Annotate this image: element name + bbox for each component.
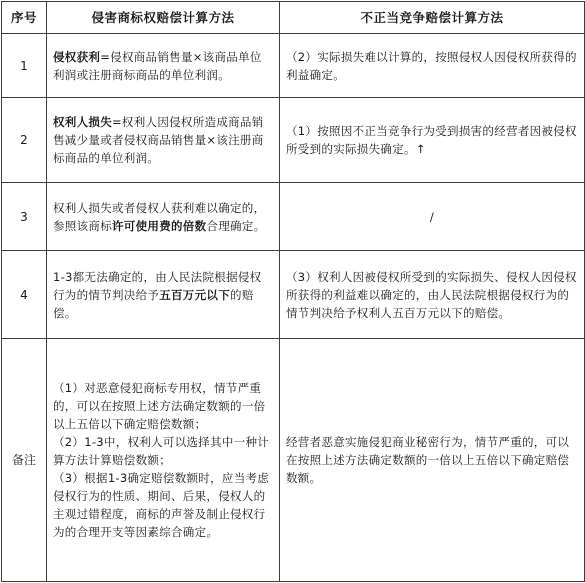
trademark-cell (47, 183, 280, 251)
trademark-notes-cell (47, 339, 280, 582)
trademark-cell (47, 98, 280, 183)
row-seq: 4 (2, 251, 47, 339)
bold-term: 许可使用费的倍数 (112, 218, 207, 233)
cell-text: 权利人损失或者侵权人获利难以确定的，参照该商标 (53, 200, 266, 233)
table-row (2, 34, 585, 98)
cell-text: 的赔偿。 (53, 287, 254, 320)
bold-term: 权利人损失 (53, 115, 112, 129)
bold-term: 五百万元以下 (159, 287, 231, 302)
row-seq: 3 (2, 183, 47, 251)
row-seq-notes: 备注 (2, 339, 47, 582)
header-trademark-method: 侵害商标权赔偿计算方法 (47, 2, 280, 34)
row-seq: 2 (2, 98, 47, 183)
unfair-cell: （1）按照因不正当竞争行为受到损害的经营者因被侵权所受到的实际损失确定。↑ (280, 98, 585, 183)
row-seq: 1 (2, 34, 47, 98)
table-row (2, 98, 585, 183)
cell-text: 1-3都无法确定的，由人民法院根据侵权行为的情节判决给予 (53, 269, 262, 302)
unfair-cell: （2）实际损失难以计算的，按照侵权人因侵权所获得的利益确定。 (280, 34, 585, 98)
trademark-cell (47, 34, 280, 98)
unfair-cell: （3）权利人因被侵权所受到的实际损失、侵权人因侵权所获得的利益难以确定的，由人民法院根据侵权行为的情节判决给予权利人五百万元以下的赔偿。 (280, 251, 585, 339)
table-row (2, 251, 585, 339)
header-seq: 序号 (2, 2, 47, 34)
unfair-cell: / (280, 183, 585, 251)
cell-text: =权利人因侵权所造成商品销售减少量或者侵权商品销售量×该注册商标商品的单位利润。 (53, 115, 264, 165)
note-item: （1）对恶意侵犯商标专用权，情节严重的，可以在按照上述方法确定数额的一倍以上五倍以下确定赔偿数额； (53, 381, 266, 431)
header-row (2, 2, 585, 34)
table-row (2, 183, 585, 251)
cell-text: =侵权商品销售量×该商品单位利润或注册商标商品的单位利润。 (53, 49, 262, 82)
header-unfair-competition-method: 不正当竞争赔偿计算方法 (280, 2, 585, 34)
unfair-notes-cell: 经营者恶意实施侵犯商业秘密行为，情节严重的，可以在按照上述方法确定数额的一倍以上五倍以下确定赔偿数额。 (280, 339, 585, 582)
compensation-comparison-table (1, 1, 585, 582)
trademark-cell (47, 251, 280, 339)
bold-term: 侵权获利 (53, 49, 101, 64)
cell-text: 合理确定。 (206, 218, 266, 233)
table-row (2, 339, 585, 582)
note-item: （2）1-3中，权利人可以选择其中一种计算方法计算赔偿数额； (53, 435, 270, 467)
note-item: （3）根据1-3确定赔偿数额时，应当考虑侵权行为的性质、期间、后果，侵权人的主观过错程度，商标的声誉及制止侵权行为的合理开支等因素综合确定。 (53, 471, 270, 539)
